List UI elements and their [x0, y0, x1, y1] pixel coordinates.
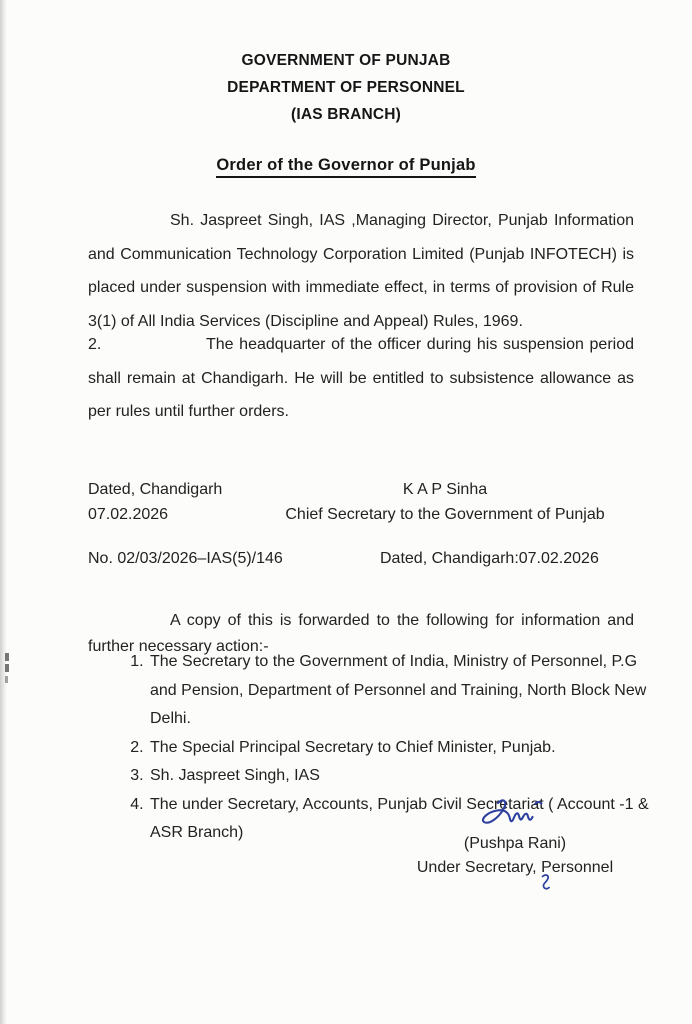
order-title: Order of the Governor of Punjab	[216, 156, 475, 178]
dated-place: Dated, Chandigarh	[88, 481, 223, 498]
scan-artifact-dash	[5, 653, 9, 661]
order-title-row	[0, 156, 692, 178]
reference-number: No. 02/03/2026–IAS(5)/146	[88, 550, 283, 567]
paragraph-suspension-order: Sh. Jaspreet Singh, IAS ,Managing Director, Punjab Information and Communication Technology Corporation Limited (Punjab INFOTECH) is placed under suspension with immediate effect, in terms of provision of Rule 3(1) of All India Services (Discipline and Appeal) Rules, 1969.	[88, 212, 634, 330]
paragraph-number: 2.	[88, 336, 102, 353]
header-branch: (IAS BRANCH)	[290, 106, 402, 123]
paper-edge-shadow	[0, 0, 7, 1024]
list-item: 1. The Secretary to the Government of India, Ministry of Personnel, P.G and Pension, Department of Personnel and Training, North Block New Delhi.	[148, 648, 664, 734]
scan-artifact-dash	[5, 664, 9, 672]
paragraph-headquarter-text: The headquarter of the officer during his suspension period shall remain at Chandigarh. He will be entitled to subsistence allowance as per rules until further orders.	[88, 336, 634, 420]
signature-block	[398, 796, 632, 880]
reference-dated: Dated, Chandigarh:07.02.2026	[380, 550, 599, 567]
signature-name: (Pushpa Rani)	[463, 835, 567, 852]
scan-artifact-dash	[5, 676, 8, 683]
document-header	[0, 47, 692, 128]
ink-flourish-icon	[538, 873, 552, 893]
signatory-block	[280, 477, 610, 527]
list-item: 2. The Special Principal Secretary to Chief Minister, Punjab.	[148, 734, 664, 763]
forwarding-paragraph: A copy of this is forwarded to the following for information and further necessary action:-	[88, 612, 634, 655]
list-item: 3. Sh. Jaspreet Singh, IAS	[148, 762, 664, 791]
dated-date: 07.02.2026	[88, 506, 169, 523]
signature-designation: Under Secretary, Personnel	[416, 859, 614, 876]
signatory-title: Chief Secretary to the Government of Punjab	[285, 506, 605, 523]
date-place-block	[88, 477, 222, 527]
header-department: DEPARTMENT OF PERSONNEL	[227, 79, 465, 96]
signatory-name: K A P Sinha	[402, 481, 488, 498]
header-government: GOVERNMENT OF PUNJAB	[241, 52, 451, 69]
handwritten-signature-icon	[476, 796, 554, 830]
paragraph-headquarter	[88, 328, 634, 429]
list-item: 4. The under Secretary, Accounts, Punjab Civil Secretariat ( Account -1 & ASR Branch)	[148, 791, 664, 848]
